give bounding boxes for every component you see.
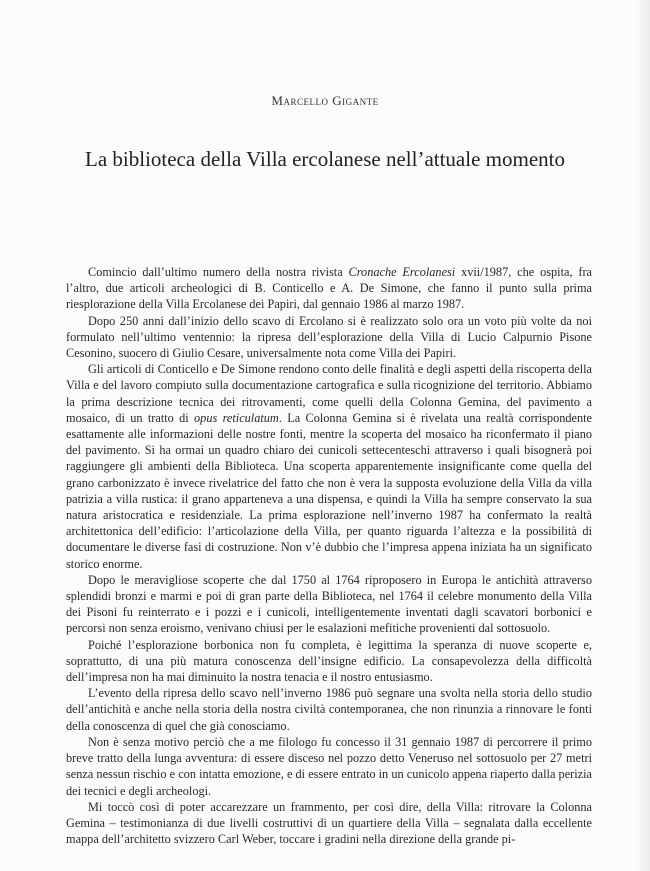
article-body <box>66 264 592 847</box>
latin-term: opus reticulatum <box>194 410 279 425</box>
paragraph: Mi toccò così di poter accarezzare un frammento, per così dire, della Villa: ritrovare la Colonna Gemina – testimonianza di due livelli costruttivi di un quartiere della Villa – segnalata dalla eccellente mappa dell’architetto svizzero Carl Weber, toccare i gradini nella direzione della grande pi- <box>66 799 592 847</box>
journal-title: Cronache Ercolanesi <box>348 265 456 279</box>
author-name: Marcello Gigante <box>271 93 379 108</box>
page-edge-shadow <box>636 0 650 871</box>
paragraph: L’evento della ripresa dello scavo nell’inverno 1986 può segnare una svolta nella storia dello studio dell’antichità e anche nella storia della nostra civiltà contemporanea, che non rinunzia a rinnovare le fonti della conoscenza di quel che già conosciamo. <box>66 686 592 733</box>
paragraph: Dopo le meravigliose scoperte che dal 1750 al 1764 riproposero in Europa le antichità attraverso splendidi bronzi e marmi e poi di gran parte della Biblioteca, nel 1764 il celebre monumento della Villa dei Pisoni fu reinterrato e i pozzi e i cunicoli, intelligentemente inventati dagli scavatori borbonici e percorsi non senza eroismo, venivano chiusi per le esalazioni mefitiche provenienti dal sottosuolo. <box>66 572 592 636</box>
paragraph: Poiché l’esplorazione borbonica non fu completa, è legittima la speranza di nuove scoperte e, soprattutto, di una più matura conoscenza dell’insigne edificio. La consapevolezza della difficoltà dell’impresa non ha mai diminuito la nostra tenacia e il nostro entusiasmo. <box>66 637 592 685</box>
paragraph: Dopo 250 anni dall’inizio dello scavo di Ercolano si è realizzato solo ora un voto più volte da noi formulato nell’ultimo ventennio: la ripresa dell’esplorazione della Villa di Lucio Calpurnio Pisone Cesonino, suocero di Giulio Cesare, universalmente nota come Villa dei Papiri. <box>66 313 592 361</box>
paragraph: Non è senza motivo perciò che a me filologo fu concesso il 31 gennaio 1987 di percorrere il primo breve tratto della lunga avventura: di essere disceso nel pozzo detto Veneruso nel sottosuolo per 27 metri senza nessun rischio e con intatta emozione, e di essere entrato in un cunicolo appena riaperto dalla perizia dei tecnici e degli archeologi. <box>66 734 592 798</box>
paragraph: Comincio dall’ultimo numero della nostra rivista Cronache Ercolanesi xvii/1987, che ospita, fra l’altro, due articoli archeologici di B. Conticello e A. De Simone, che fanno il punto sulla prima riesplorazione della Villa Ercolanese dei Papiri, dal gennaio 1986 al marzo 1987. <box>66 265 593 312</box>
article-title: La biblioteca della Villa ercolanese nell’attuale momento <box>85 147 565 171</box>
paragraph: Gli articoli di Conticello e De Simone rendono conto delle finalità e degli aspetti della riscoperta della Villa e del lavoro compiuto sulla documentazione cartografica e sulla ricognizione del territorio. Abbiamo la prima descrizione tecnica dei ritrovamenti, come quelli della Colonna Gemina, del pavimento a mosaico, di un tratto di opus reticulatum. La Colonna Gemina si è rivelata una realtà corrispondente esattamente alle informazioni delle nostre fonti, mentre la scoperta del mosaico ha riconfermato il piano del pavimento. Si ha ormai un quadro chiaro dei cunicoli settecenteschi attraverso i quali bisognerà poi raggiungere gli ambienti della Biblioteca. Una scoperta apparentemente insignificante come quella del grano carbonizzato è invece rivelatrice del fatto che non è vera la supposta evoluzione della Villa da villa patrizia a villa rustica: il grano apparteneva a una dispensa, e quindi la Villa ha sempre conservato la sua natura aristocratica e residenziale. La prima esplorazione nell’inverno 1987 ha confermato la realtà architettonica dell’edificio: l’articolazione della Villa, per quanto riguarda l’altezza e la possibilità di documentare le diverse fasi di costruzione. Non v’è dubbio che l’impresa appena iniziata ha un significato storico enorme. <box>66 362 592 571</box>
